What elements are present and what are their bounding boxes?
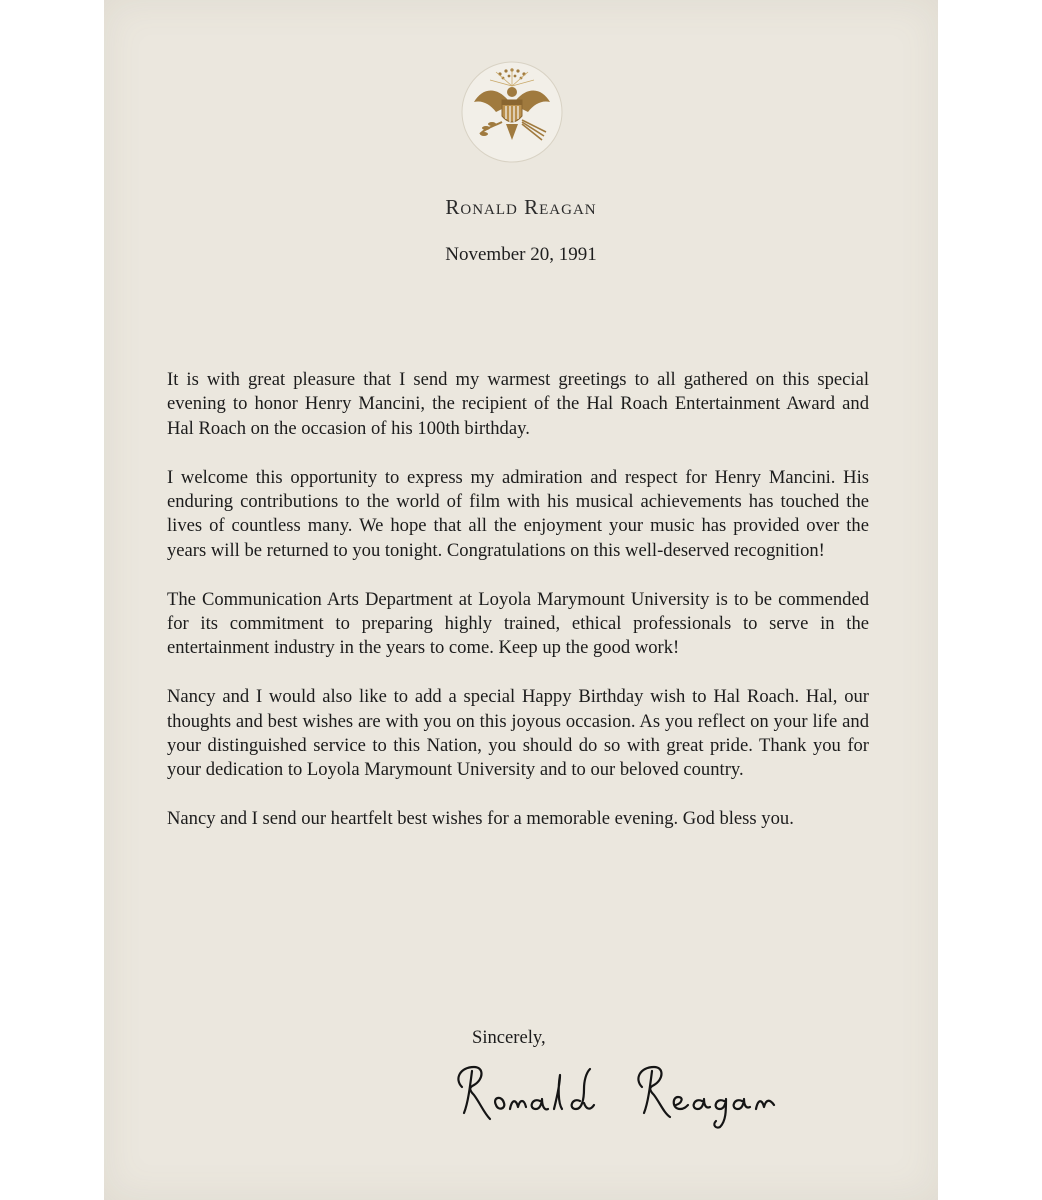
letter-date: November 20, 1991: [445, 244, 597, 265]
paragraph: Nancy and I send our heartfelt best wishes for a memorable evening. God bless you.: [167, 808, 794, 830]
letter-page: [104, 0, 938, 1200]
letterhead-name: Ronald Reagan: [445, 195, 597, 219]
letter-closing: Sincerely,: [472, 1027, 546, 1048]
letter-body: [167, 368, 869, 856]
presidential-seal-icon: [456, 56, 568, 168]
handwritten-signature-icon: [444, 1053, 784, 1133]
paragraph: It is with great pleasure that I send my warmest greetings to all gathered on this special evening to honor Henry Mancini, the recipient of the Hal Roach Entertainment Award and Hal Roach on the occasion of his 100th birthday.: [167, 369, 869, 439]
paragraph: Nancy and I would also like to add a special Happy Birthday wish to Hal Roach. Hal, our thoughts and best wishes are with you on this joyous occasion. As you reflect on your life and your distinguished service to this Nation, you should do so with great pride. Thank you for your dedication to Loyola Marymount University and to our beloved country.: [167, 686, 869, 781]
paragraph: The Communication Arts Department at Loyola Marymount University is to be commended for its commitment to preparing highly trained, ethical professionals to serve in the entertainment industry in the years to come. Keep up the good work!: [167, 588, 869, 659]
paragraph: I welcome this opportunity to express my admiration and respect for Henry Mancini. His enduring contributions to the world of film with his musical achievements has touched the lives of countless many. We hope that all the enjoyment your music has provided over the years will be returned to you tonight. Congratulations on this well-deserved recognition!: [167, 466, 869, 561]
